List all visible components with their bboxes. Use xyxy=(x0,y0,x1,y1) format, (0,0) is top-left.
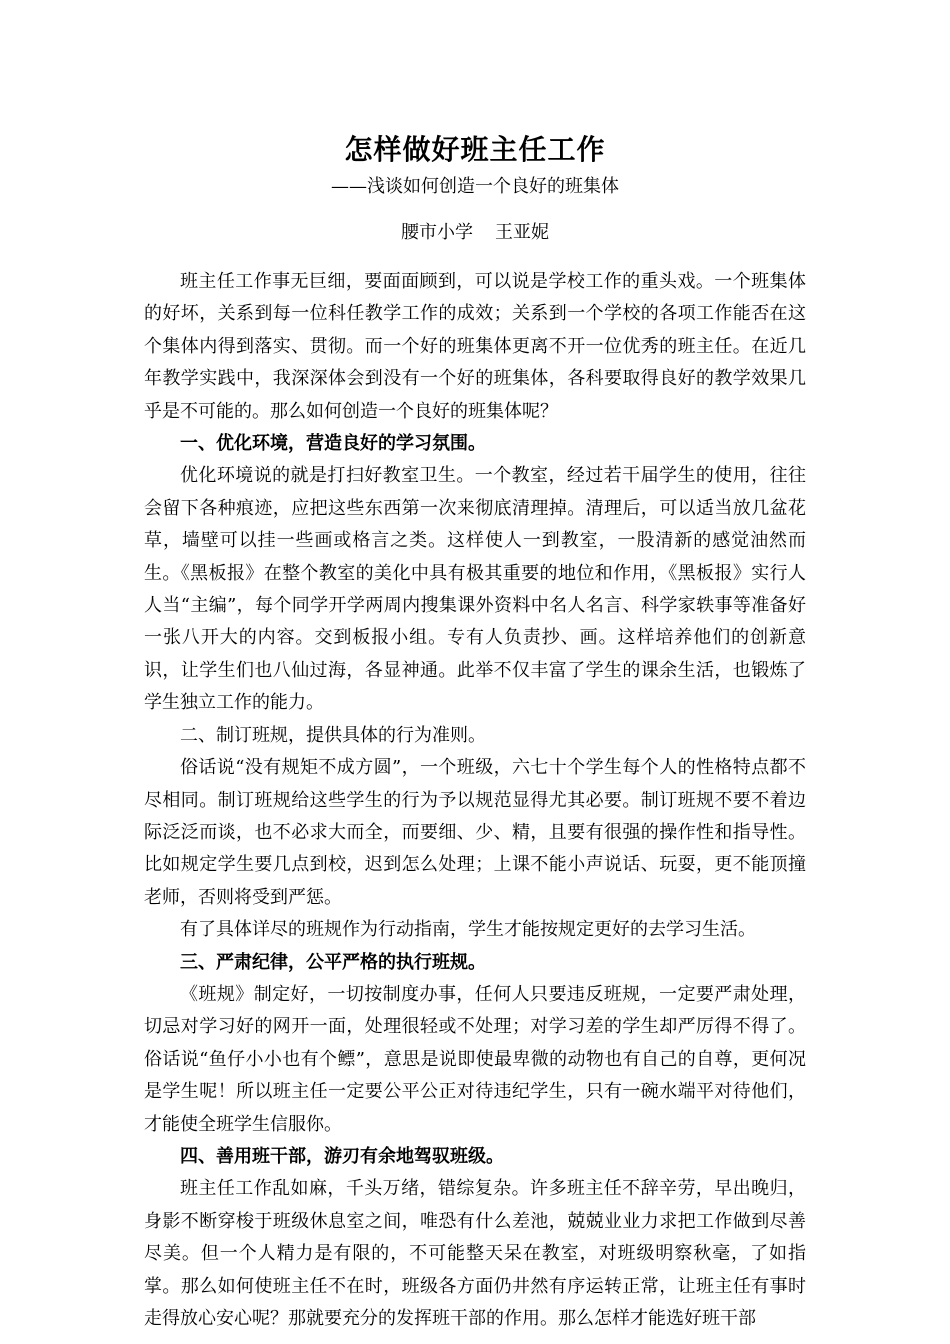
section-heading-3: 三、严肃纪律，公平严格的执行班规。 xyxy=(180,951,486,973)
section-1-paragraph: 优化环境说的就是打扫好教室卫生。一个教室，经过若干届学生的使用，往往会留下各种痕迹，应把这些东西第一次来彻底清理掉。清理后，可以适当放几盆花草，墙壁可以挂一些画或格言之类。这样使人一到教室，一股清新的感觉油然而生。《黑板报》在整个教室的美化中具有极其重要的地位和作用，《黑板报》实行人人当“主编”，每个同学开学两周内搜集课外资料中名人名言、科学家轶事等准备好一张八开大的内容。交到板报小组。专有人负责抄、画。这样培养他们的创新意识，让学生们也八仙过海，各显神通。此举不仅丰富了学生的课余生活，也锻炼了学生独立工作的能力。 xyxy=(144,465,806,714)
section-2-paragraph-2: 有了具体详尽的班规作为行动指南，学生才能按规定更好的去学习生活。 xyxy=(180,919,756,941)
author-name: 王亚妮 xyxy=(495,222,549,243)
section-3-paragraph: 《班规》制定好，一切按制度办事，任何人只要违反班规，一定要严肃处理，切忌对学习好的网开一面，处理很轻或不处理；对学习差的学生却严厉得不得了。俗话说“鱼仔小小也有个鳔”，意思是说即使最卑微的动物也有自己的自尊，更何况是学生呢！所以班主任一定要公平公正对待违纪学生，只有一碗水端平对待他们，才能使全班学生信服你。 xyxy=(144,983,806,1135)
intro-paragraph: 班主任工作事无巨细，要面面顾到，可以说是学校工作的重头戏。一个班集体的好坏，关系到每一位科任教学工作的成效；关系到一个学校的各项工作能否在这个集体内得到落实、贯彻。而一个好的班集体更离不开一位优秀的班主任。在近几年教学实践中，我深深体会到没有一个好的班集体，各科要取得良好的教学效果几乎是不可能的。那么如何创造一个良好的班集体呢？ xyxy=(144,271,806,422)
author-line xyxy=(144,218,806,248)
document-subtitle: ——浅谈如何创造一个良好的班集体 xyxy=(331,176,619,197)
school-name: 腰市小学 xyxy=(401,222,473,243)
section-heading-2: 二、制订班规，提供具体的行为准则。 xyxy=(180,724,486,746)
document-title: 怎样做好班主任工作 xyxy=(344,133,606,166)
section-4-paragraph: 班主任工作乱如麻，千头万绪，错综复杂。许多班主任不辞辛劳，早出晚归，身影不断穿梭于班级休息室之间，唯恐有什么差池，兢兢业业力求把工作做到尽善尽美。但一个人精力是有限的，不可能整天呆在教室，对班级明察秋毫，了如指掌。那么如何使班主任不在时，班级各方面仍井然有序运转正常，让班主任有事时走得放心安心呢？那就要充分的发挥班干部的作用。那么怎样才能选好班干部 xyxy=(144,1178,806,1329)
section-heading-1: 一、优化环境，营造良好的学习氛围。 xyxy=(180,433,486,455)
section-2-paragraph-1: 俗话说“没有规矩不成方圆”，一个班级，六七十个学生每个人的性格特点都不尽相同。制订班规给这些学生的行为予以规范显得尤其必要。制订班规不要不着边际泛泛而谈，也不必求大而全，而要细、少、精，且要有很强的操作性和指导性。比如规定学生要几点到校，迟到怎么处理；上课不能小声说话、玩耍，更不能顶撞老师，否则将受到严惩。 xyxy=(144,757,806,908)
section-heading-4: 四、善用班干部，游刃有余地驾驭班级。 xyxy=(180,1145,504,1167)
